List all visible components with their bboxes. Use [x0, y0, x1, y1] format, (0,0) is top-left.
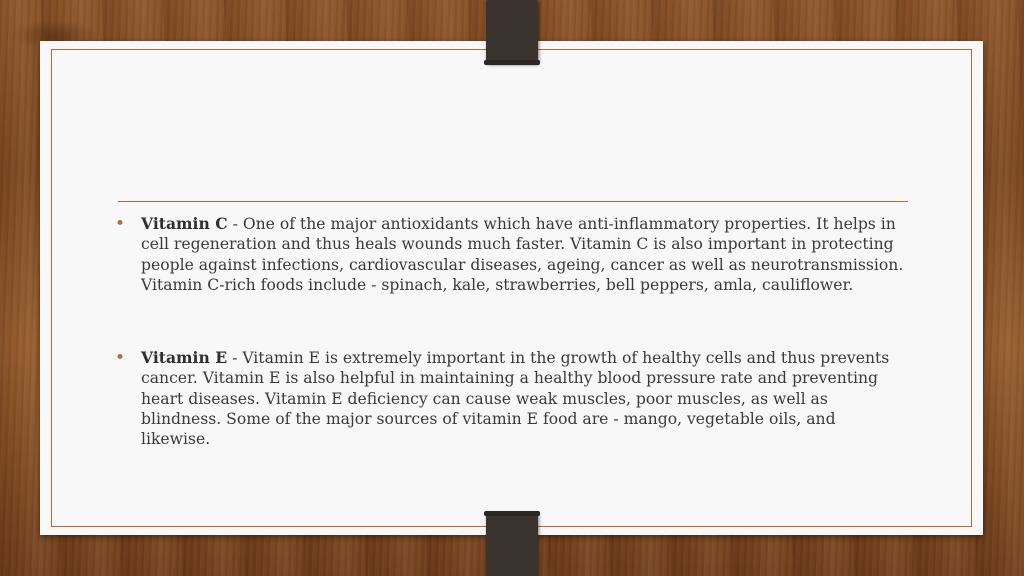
bottom-binder-clip: [486, 512, 538, 576]
bullet-icon: •: [115, 348, 126, 369]
bullet-text: - One of the major antioxidants which have anti-inflammatory properties. It helps in cell regeneration and thus heals wounds much faster. Vitamin C is also important in protecting people against infections, cardiovascular diseases, ageing, cancer as well as neurotransmission. Vitamin C-rich foods include - spinach, kale, strawberries, bell peppers, amla, cauliflower.: [141, 215, 904, 294]
title-divider-line: [118, 201, 908, 202]
bullet-icon: •: [115, 214, 126, 234]
bullet-item-vitamin-e: [115, 348, 905, 449]
bullet-term: Vitamin C: [141, 214, 228, 233]
bullet-term: Vitamin E: [141, 348, 228, 368]
top-binder-clip: [486, 0, 538, 64]
slide-body: [115, 214, 905, 450]
bullet-text: - Vitamin E is extremely important in the growth of healthy cells and thus prevents cancer. Vitamin E is also helpful in maintaining a healthy blood pressure rate and preventing heart diseases. Vitamin E deficiency can cause weak muscles, poor muscles, as well as blindness. Some of the major sources of vitamin E food are - mango, vegetable oils, and likewise.: [141, 349, 890, 449]
bullet-item-vitamin-c: [115, 214, 905, 295]
